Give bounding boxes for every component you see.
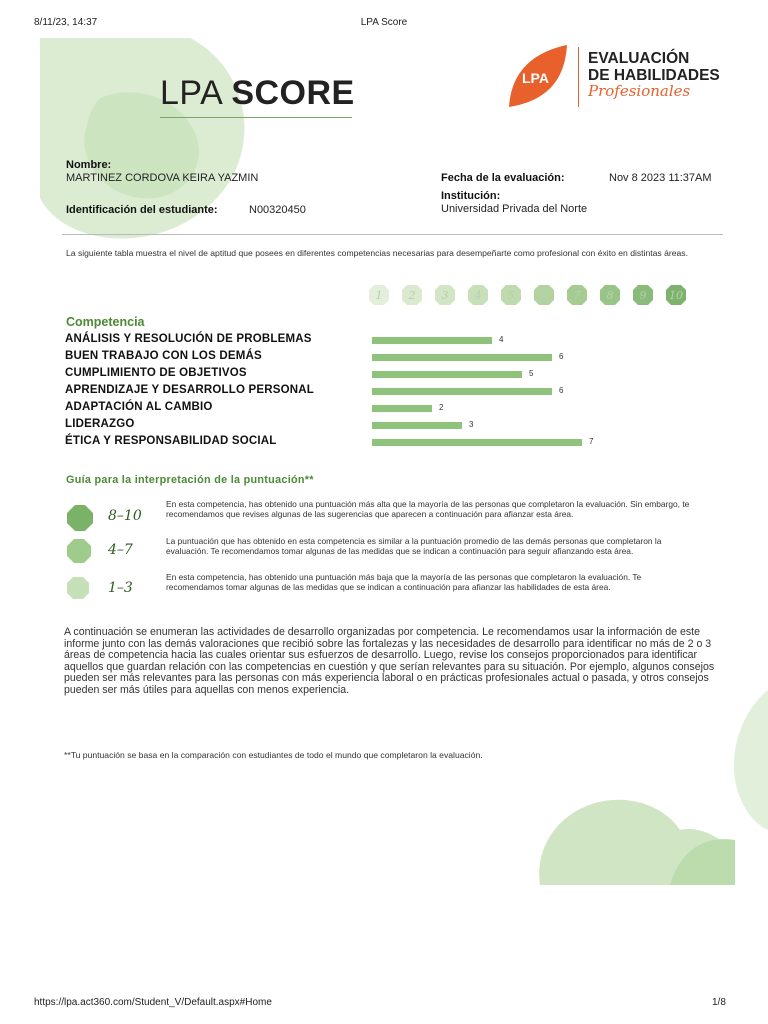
competence-score: 3	[469, 420, 474, 429]
scale-step-2	[401, 284, 423, 306]
competence-name: ADAPTACIÓN AL CAMBIO	[65, 401, 213, 413]
evaluation-date-label: Fecha de la evaluación:	[441, 172, 565, 184]
report-title: LPA SCORE	[160, 74, 355, 112]
competence-name: APRENDIZAJE Y DESARROLLO PERSONAL	[65, 384, 314, 396]
score-scale	[368, 284, 698, 306]
high-range-text: En esta competencia, has obtenido una puntuación más alta que la mayoría de las personas que completaron la evaluación. Sin embargo, te recomendamos que revises algunas de las sugerencias que aparecen a continuación para afianzar esta área.	[166, 499, 690, 519]
score-footnote: **Tu puntuación se basa en la comparación con estudiantes de todo el mundo que completaron la evaluación.	[64, 750, 483, 760]
high-score-octagon-icon	[66, 504, 94, 532]
decorative-blob-top-left	[40, 38, 270, 248]
brand-wordmark: EVALUACIÓN DE HABILIDADES	[588, 50, 720, 84]
competence-bar	[372, 439, 582, 446]
high-range-label: 8–10	[108, 508, 142, 524]
name-label: Nombre:	[66, 159, 112, 171]
competence-name: ANÁLISIS Y RESOLUCIÓN DE PROBLEMAS	[65, 333, 312, 345]
svg-text:4: 4	[474, 289, 482, 302]
scale-step-5	[500, 284, 522, 306]
svg-text:6: 6	[540, 289, 548, 302]
competence-heading: Competencia	[66, 315, 145, 329]
decorative-blob-bottom	[530, 795, 735, 885]
competence-bar	[372, 388, 552, 395]
low-range-text: En esta competencia, has obtenido una puntuación más baja que la mayoría de las personas que completaron la evaluación. Te recomendamos tomar algunas de las medidas que se indican a continuación para afianzar las habilidades de esta área.	[166, 572, 642, 592]
svg-text:2: 2	[408, 289, 416, 302]
student-id-value: N00320450	[249, 204, 306, 216]
competence-bar	[372, 337, 492, 344]
competence-bar	[372, 371, 522, 378]
print-page-title: LPA Score	[360, 17, 408, 28]
svg-text:3: 3	[441, 289, 449, 302]
competence-score: 6	[559, 386, 564, 395]
svg-text:LPA: LPA	[522, 70, 549, 86]
svg-text:9: 9	[639, 289, 647, 302]
competence-name: LIDERAZGO	[65, 418, 135, 430]
info-divider	[62, 234, 723, 235]
competence-score: 4	[499, 335, 504, 344]
intro-text: La siguiente tabla muestra el nivel de aptitud que posees en diferentes competencias necesarias para desempeñarte como profesional con éxito en distintas áreas.	[66, 248, 688, 258]
competence-bar	[372, 405, 432, 412]
low-score-octagon-icon	[66, 576, 90, 600]
brand-divider	[578, 47, 579, 107]
guide-title: Guía para la interpretación de la puntuación**	[66, 474, 314, 486]
competence-bar	[372, 422, 462, 429]
title-underline	[160, 117, 352, 118]
competence-bars	[372, 331, 702, 456]
institution-value: Universidad Privada del Norte	[441, 203, 588, 215]
print-datetime: 8/11/23, 14:37	[34, 17, 98, 28]
competence-name: BUEN TRABAJO CON LOS DEMÁS	[65, 350, 262, 362]
svg-text:1: 1	[375, 289, 383, 302]
student-id-label: Identificación del estudiante:	[66, 204, 218, 216]
svg-text:7: 7	[573, 289, 581, 302]
scale-step-3	[434, 284, 456, 306]
competence-score: 5	[529, 369, 534, 378]
scale-step-4	[467, 284, 489, 306]
competence-name: ÉTICA Y RESPONSABILIDAD SOCIAL	[65, 435, 277, 447]
scale-step-9	[632, 284, 654, 306]
print-page-number: 1/8	[712, 997, 726, 1008]
competence-score: 7	[589, 437, 594, 446]
mid-range-label: 4–7	[108, 542, 133, 558]
competence-bar	[372, 354, 552, 361]
mid-range-text: La puntuación que has obtenido en esta competencia es similar a la puntuación promedio de las demás personas que completaron la evaluación. Te recomendamos tomar algunas de las medidas que se indican a continuación para seguir afianzando esta área.	[166, 536, 662, 556]
lpa-leaf-logo-icon	[507, 45, 569, 109]
scale-step-6	[533, 284, 555, 306]
institution-label: Institución:	[441, 190, 501, 202]
brand-tagline: Profesionales	[588, 82, 691, 100]
print-url: https://lpa.act360.com/Student_V/Default.aspx#Home	[34, 997, 272, 1008]
competence-name: CUMPLIMIENTO DE OBJETIVOS	[65, 367, 247, 379]
evaluation-date-value: Nov 8 2023 11:37AM	[609, 172, 712, 184]
development-intro-paragraph: A continuación se enumeran las actividades de desarrollo organizadas por competencia. Le recomendamos usar la información de este informe junto con las demás valoraciones que recibió sobre las fortalezas y las necesidades de desarrollo para identificar no más de 2 o 3 áreas de competencia hacia las cuales orientar sus esfuerzos de desarrollo. Luego, revise los consejos proporcionados para identificar aquellos que guardan relación con las competencias en cuestión y que serían relevantes para su situación. Por ejemplo, algunos consejos pueden ser más relevantes para las personas con más experiencia laboral o en prácticas profesionales actual o pasada, y otros consejos pueden ser más útiles para aquellas con menos experiencia.	[64, 626, 715, 696]
scale-step-1	[368, 284, 390, 306]
scale-step-7	[566, 284, 588, 306]
svg-text:5: 5	[507, 289, 515, 302]
competence-list	[65, 331, 365, 450]
svg-text:10: 10	[669, 289, 683, 302]
svg-text:8: 8	[606, 289, 614, 302]
low-range-label: 1–3	[108, 580, 133, 596]
scale-step-8	[599, 284, 621, 306]
name-value: MARTINEZ CORDOVA KEIRA YAZMIN	[66, 172, 259, 184]
competence-score: 2	[439, 403, 444, 412]
mid-score-octagon-icon	[66, 538, 92, 564]
competence-score: 6	[559, 352, 564, 361]
scale-step-10	[665, 284, 687, 306]
